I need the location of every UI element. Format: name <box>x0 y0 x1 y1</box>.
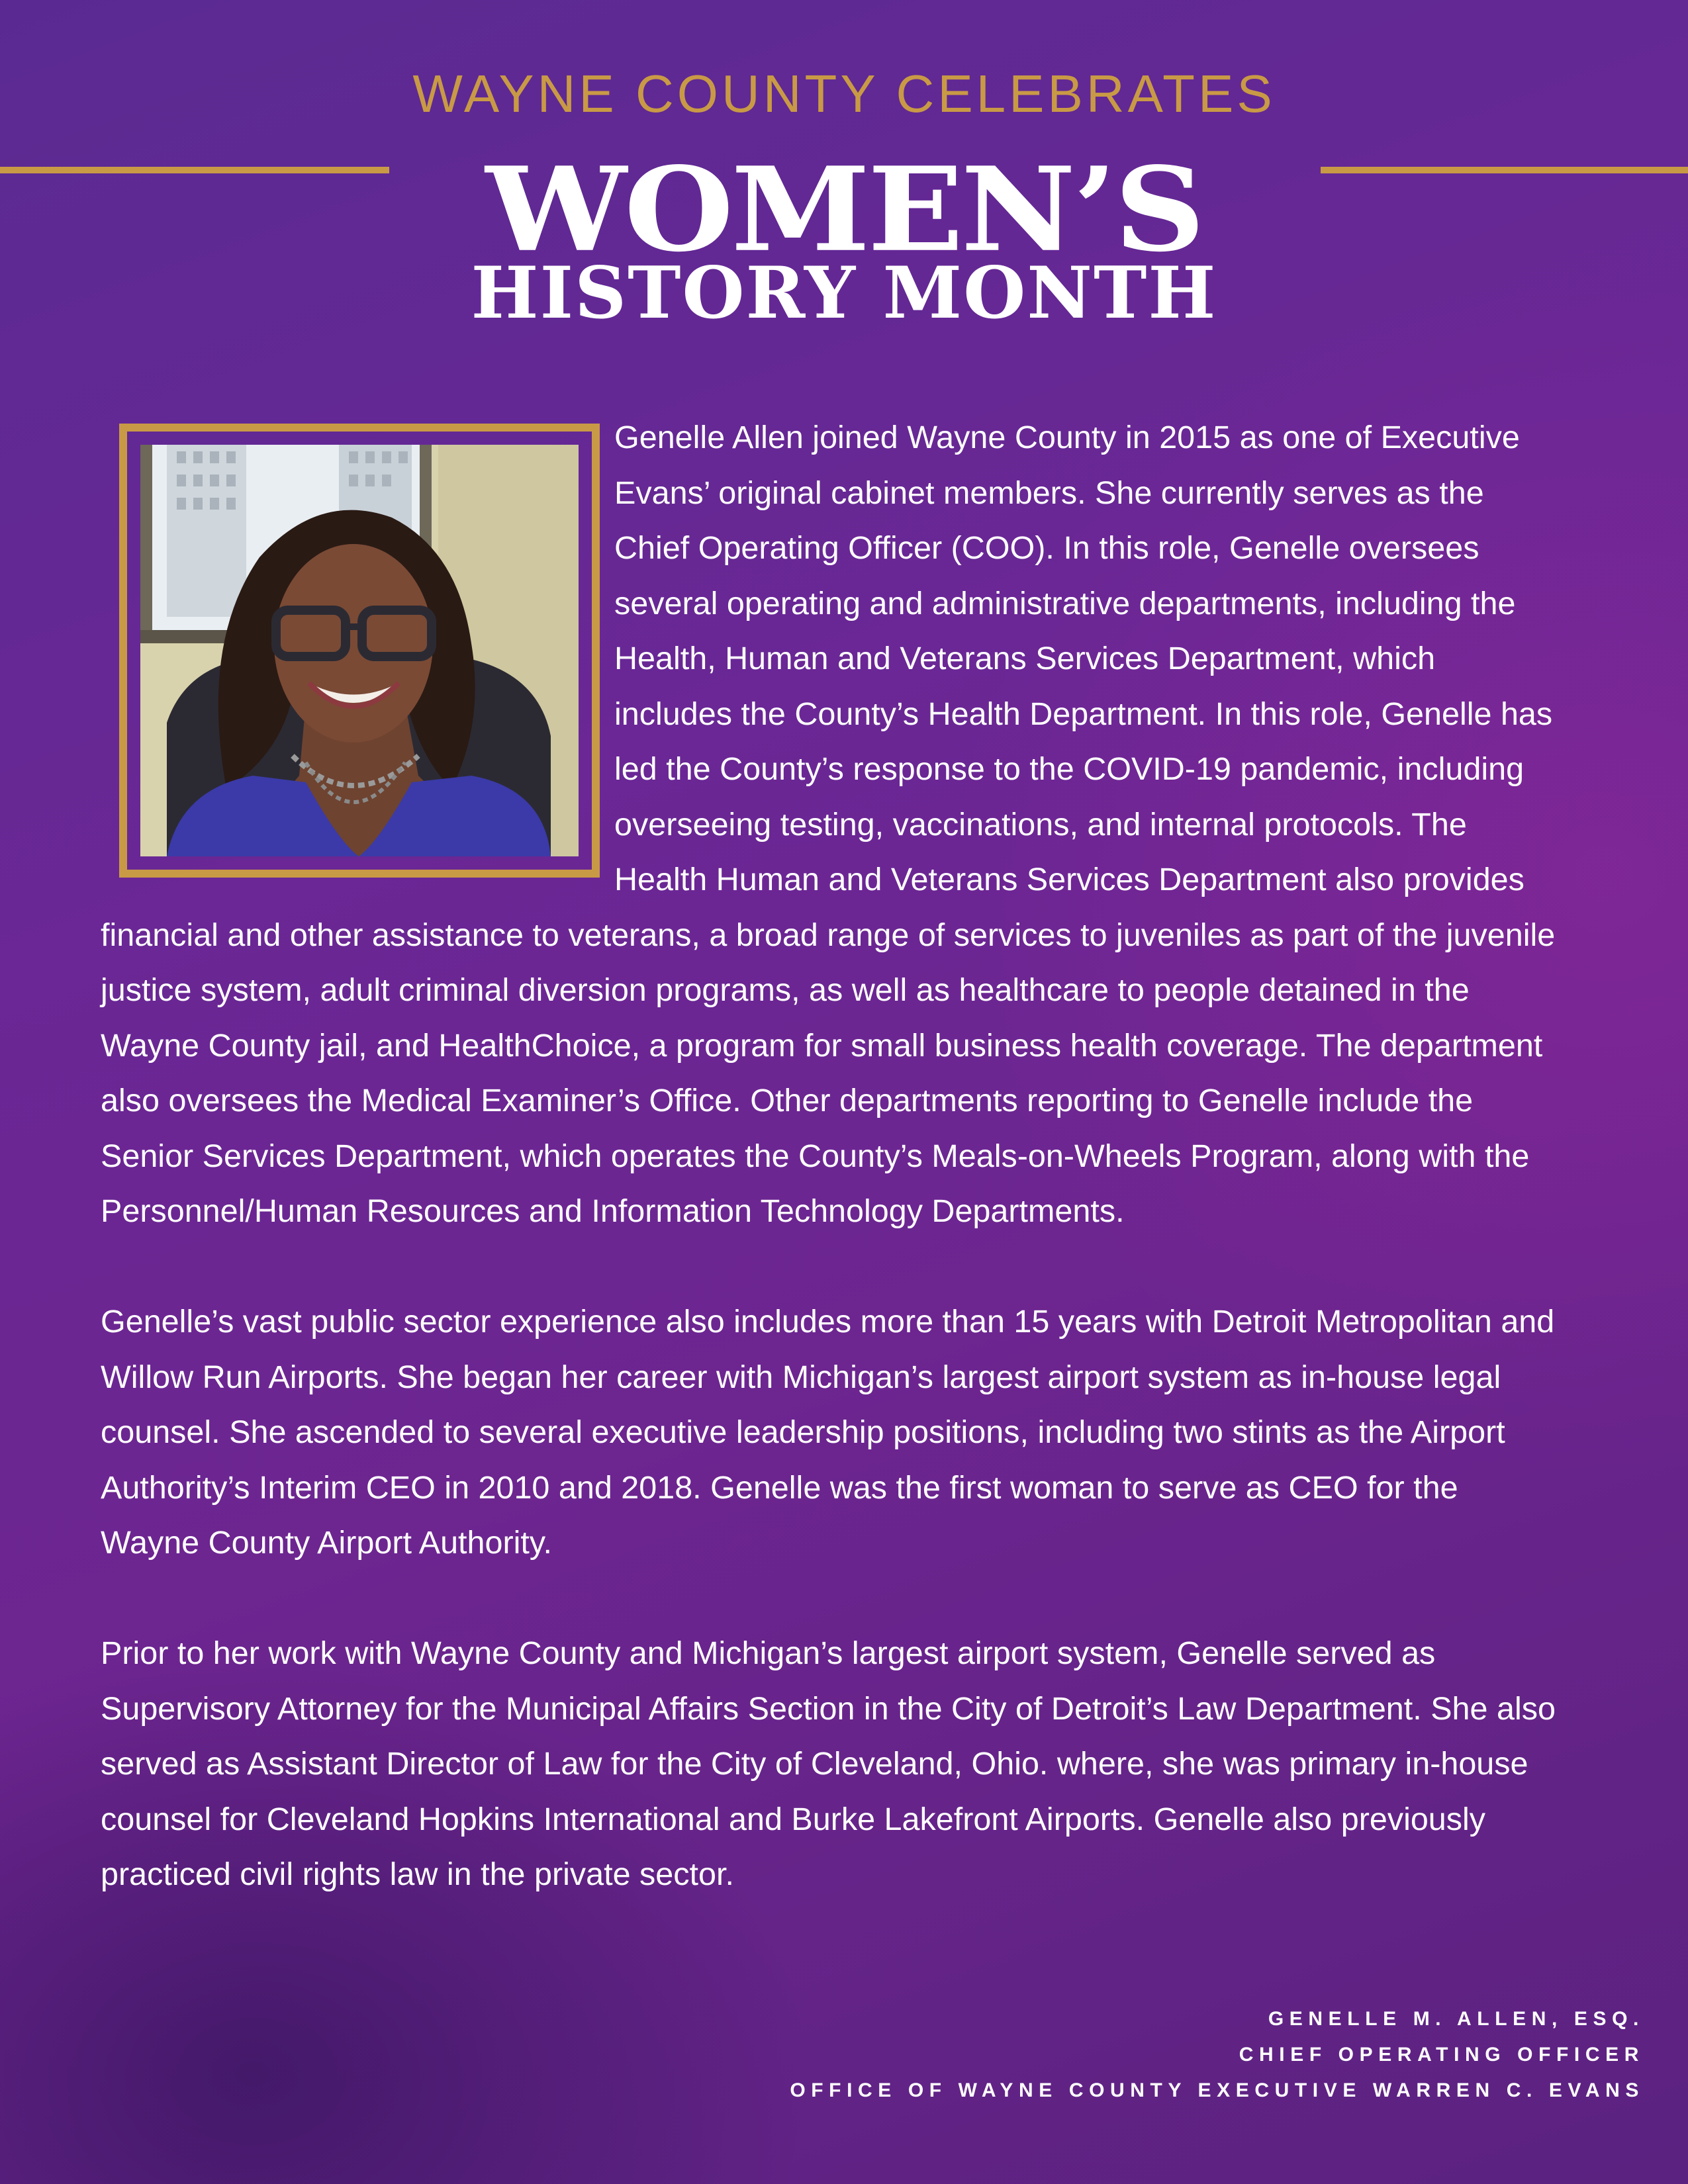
page-title: WOMEN’S <box>485 141 1203 278</box>
signature-office: OFFICE OF WAYNE COUNTY EXECUTIVE WARREN C. EVANS <box>790 2079 1644 2101</box>
bio-paragraph-3: Prior to her work with Wayne County and Michigan’s largest airport system, Genelle served as Supervisory Attorney for the Municipal Affairs Section in the City of Detroit’s Law Department. She also served as Assistant Director of Law for the City of Cleveland, Ohio. where, she was primary in-house counsel for Cleveland Hopkins International and Burke Lakefront Airports. Genelle also previously practiced civil rights law in the private sector. <box>101 1635 1556 1892</box>
bio-paragraph-1: Genelle Allen joined Wayne County in 2015 as one of Executive Evans’ original cabinet members. She currently serves as the Chief Operating Officer (COO). In this role, Genelle oversees several operating and administrative departments, including the Health, Human and Veterans Services Department, which includes the County’s Health Department. In this role, Genelle has led the County’s response to the COVID-19 pandemic, including overseeing testing, vaccinations, and internal protocols. The Health Human and Veterans Services Department also provides financial and other assistance to veterans, a broad range of services to juveniles as part of the juvenile justice system, adult criminal diversion programs, as well as healthcare to people detained in the Wayne County jail, and HealthChoice, a program for small business health coverage. The department also oversees the Medical Examiner’s Office. Other departments reporting to Genelle include the Senior Services Department, which operates the County’s Meals-on-Wheels Program, along with the Personnel/Human Resources and Information Technology Departments. <box>101 420 1556 1229</box>
bio-text <box>101 410 1557 1958</box>
header-kicker: WAYNE COUNTY CELEBRATES <box>412 64 1276 123</box>
signature-title: CHIEF OPERATING OFFICER <box>1239 2044 1644 2066</box>
page-subtitle: HISTORY MONTH <box>471 251 1217 335</box>
photo-wrap-spacer <box>101 410 614 878</box>
signature-block <box>790 2001 1644 2109</box>
signature-name: GENELLE M. ALLEN, ESQ. <box>1268 2008 1644 2030</box>
bio-paragraph-2: Genelle’s vast public sector experience also includes more than 15 years with Detroit Metropolitan and Willow Run Airports. She began her career with Michigan’s largest airport system as in-house legal counsel. She ascended to several executive leadership positions, including two stints as the Airport Authority’s Interim CEO in 2010 and 2018. Genelle was the first woman to serve as CEO for the Wayne County Airport Authority. <box>101 1304 1555 1561</box>
